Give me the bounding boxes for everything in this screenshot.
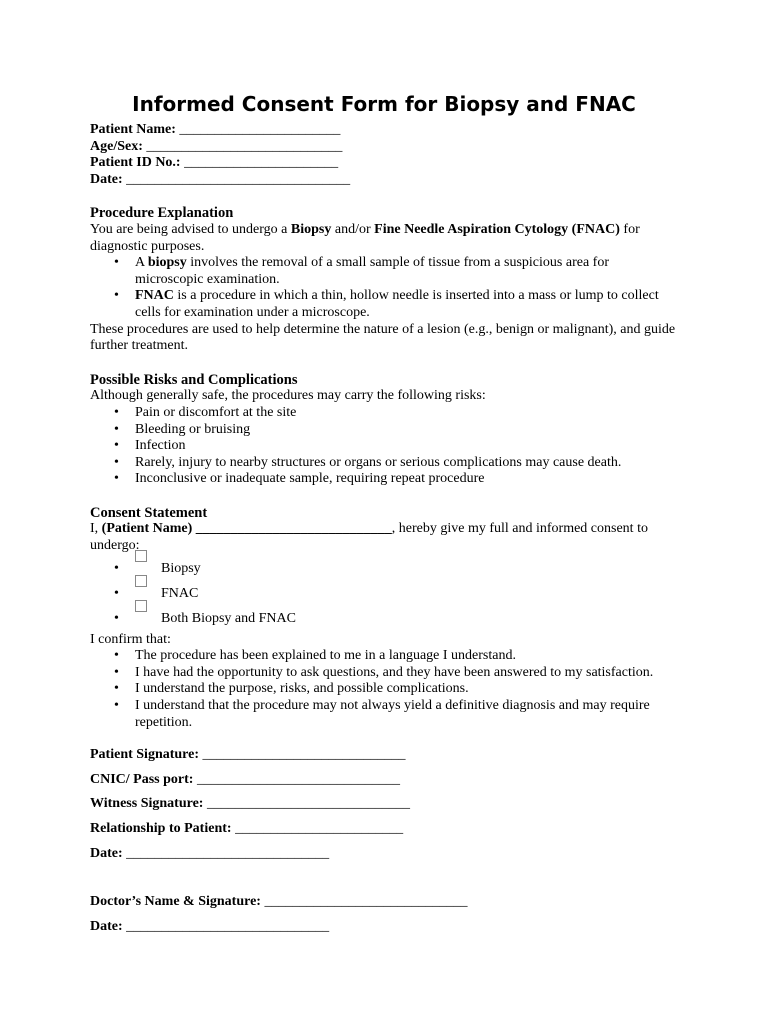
procedure-intro xyxy=(90,222,680,255)
text: is a procedure in which a thin, hollow needle is inserted into a mass or lump to collect cells for examination under a microscope. xyxy=(135,288,659,320)
list-item: • I have had the opportunity to ask questions, and they have been answered to my satisfaction. xyxy=(135,665,680,682)
field-label: CNIC/ Pass port: xyxy=(90,771,194,787)
option-label: Both Biopsy and FNAC xyxy=(161,610,296,626)
option-label: Biopsy xyxy=(161,560,201,576)
field-label: Date: xyxy=(90,918,123,934)
field-line[interactable]: _______________________ xyxy=(179,122,341,137)
text: for diagnostic purposes. xyxy=(90,221,640,254)
header-fields xyxy=(90,122,680,188)
field-line[interactable]: ____________________________ xyxy=(146,138,343,154)
patient-id-field[interactable] xyxy=(90,155,680,172)
witness-signature-field[interactable] xyxy=(90,796,680,813)
text: involves the removal of a small sample of tissue from a suspicious area for microscopic examination. xyxy=(135,255,609,287)
procedure-bullets xyxy=(90,255,680,321)
field-label: Patient Name: xyxy=(90,122,176,137)
date-field[interactable] xyxy=(90,172,680,189)
patient-name-field[interactable] xyxy=(90,122,680,139)
text: A xyxy=(135,255,148,271)
list-item: • Bleeding or bruising xyxy=(135,422,680,439)
field-line[interactable]: _____________________________ xyxy=(196,771,400,787)
doctor-signature-field[interactable] xyxy=(90,894,680,911)
field-line[interactable]: _____________________________ xyxy=(126,845,330,861)
list-item: • Rarely, injury to nearby structures or organs or serious complications may cause death. xyxy=(135,455,680,472)
field-label: Age/Sex: xyxy=(90,138,143,154)
bold-text: Fine Needle Aspiration Cytology (FNAC) xyxy=(374,221,620,237)
risks-intro: Although generally safe, the procedures may carry the following risks: xyxy=(90,388,486,404)
bold-text: FNAC xyxy=(135,288,174,304)
doctor-date-field[interactable] xyxy=(90,919,680,936)
form-title: Informed Consent Form for Biopsy and FNAC xyxy=(132,92,636,116)
list-item: • Pain or discomfort at the site xyxy=(135,405,680,422)
risks-bullets xyxy=(90,405,680,488)
consent-statement xyxy=(90,521,680,554)
field-label: Witness Signature: xyxy=(90,796,204,812)
list-item: • Inconclusive or inadequate sample, requiring repeat procedure xyxy=(135,471,680,488)
text: I, xyxy=(90,521,102,537)
text: You are being advised to undergo a xyxy=(90,221,291,237)
field-label: Relationship to Patient: xyxy=(90,821,232,836)
field-line[interactable]: _____________________________ xyxy=(206,796,410,812)
option-biopsy[interactable] xyxy=(135,555,680,580)
text: and/or xyxy=(331,221,375,237)
bold-text: Biopsy xyxy=(290,221,332,237)
field-line[interactable]: _____________________________ xyxy=(202,747,406,763)
signature-date-field[interactable] xyxy=(90,846,680,863)
option-fnac[interactable] xyxy=(135,580,680,605)
list-item xyxy=(135,255,680,288)
field-line[interactable]: ________________________________ xyxy=(126,171,351,187)
field-label: Patient ID No.: xyxy=(90,155,181,171)
field-line[interactable]: _____________________________ xyxy=(264,894,468,910)
field-line[interactable]: _____________________________ xyxy=(126,918,330,934)
cnic-passport-field[interactable] xyxy=(90,772,680,789)
procedure-options xyxy=(90,555,680,630)
consent-section-title: Consent Statement xyxy=(90,504,208,521)
list-item: • The procedure has been explained to me in a language I understand. xyxy=(135,648,680,665)
age-sex-field[interactable] xyxy=(90,139,680,156)
patient-signature-field[interactable] xyxy=(90,747,680,764)
field-line[interactable]: ______________________ xyxy=(184,155,339,171)
bold-text: biopsy xyxy=(147,255,187,271)
patient-name-blank[interactable]: (Patient Name) ____________________________ xyxy=(101,521,392,537)
text: , hereby give my full and informed consent to undergo: xyxy=(90,521,648,554)
list-item: • I understand that the procedure may not always yield a definitive diagnosis and may require repetition. xyxy=(135,698,680,731)
checkbox-icon[interactable] xyxy=(135,600,147,612)
list-item: • Infection xyxy=(135,438,680,455)
field-label: Doctor’s Name & Signature: xyxy=(90,894,261,910)
list-item xyxy=(135,288,680,321)
confirm-bullets xyxy=(90,648,680,731)
option-both[interactable] xyxy=(135,605,680,630)
consent-form-page xyxy=(90,92,680,935)
checkbox-icon[interactable] xyxy=(135,575,147,587)
field-line[interactable]: ________________________ xyxy=(235,821,404,836)
procedure-outro: These procedures are used to help determine the nature of a lesion (e.g., benign or malignant), and guide further treatment. xyxy=(90,321,676,354)
field-label: Date: xyxy=(90,845,123,861)
field-label: Date: xyxy=(90,171,123,187)
risks-section-title: Possible Risks and Complications xyxy=(90,371,298,388)
list-item: • I understand the purpose, risks, and possible complications. xyxy=(135,681,680,698)
checkbox-icon[interactable] xyxy=(135,550,147,562)
field-label: Patient Signature: xyxy=(90,747,200,763)
procedure-section-title: Procedure Explanation xyxy=(90,205,234,222)
relationship-field[interactable] xyxy=(90,821,680,838)
confirm-intro: I confirm that: xyxy=(90,631,171,647)
option-label: FNAC xyxy=(161,585,199,601)
